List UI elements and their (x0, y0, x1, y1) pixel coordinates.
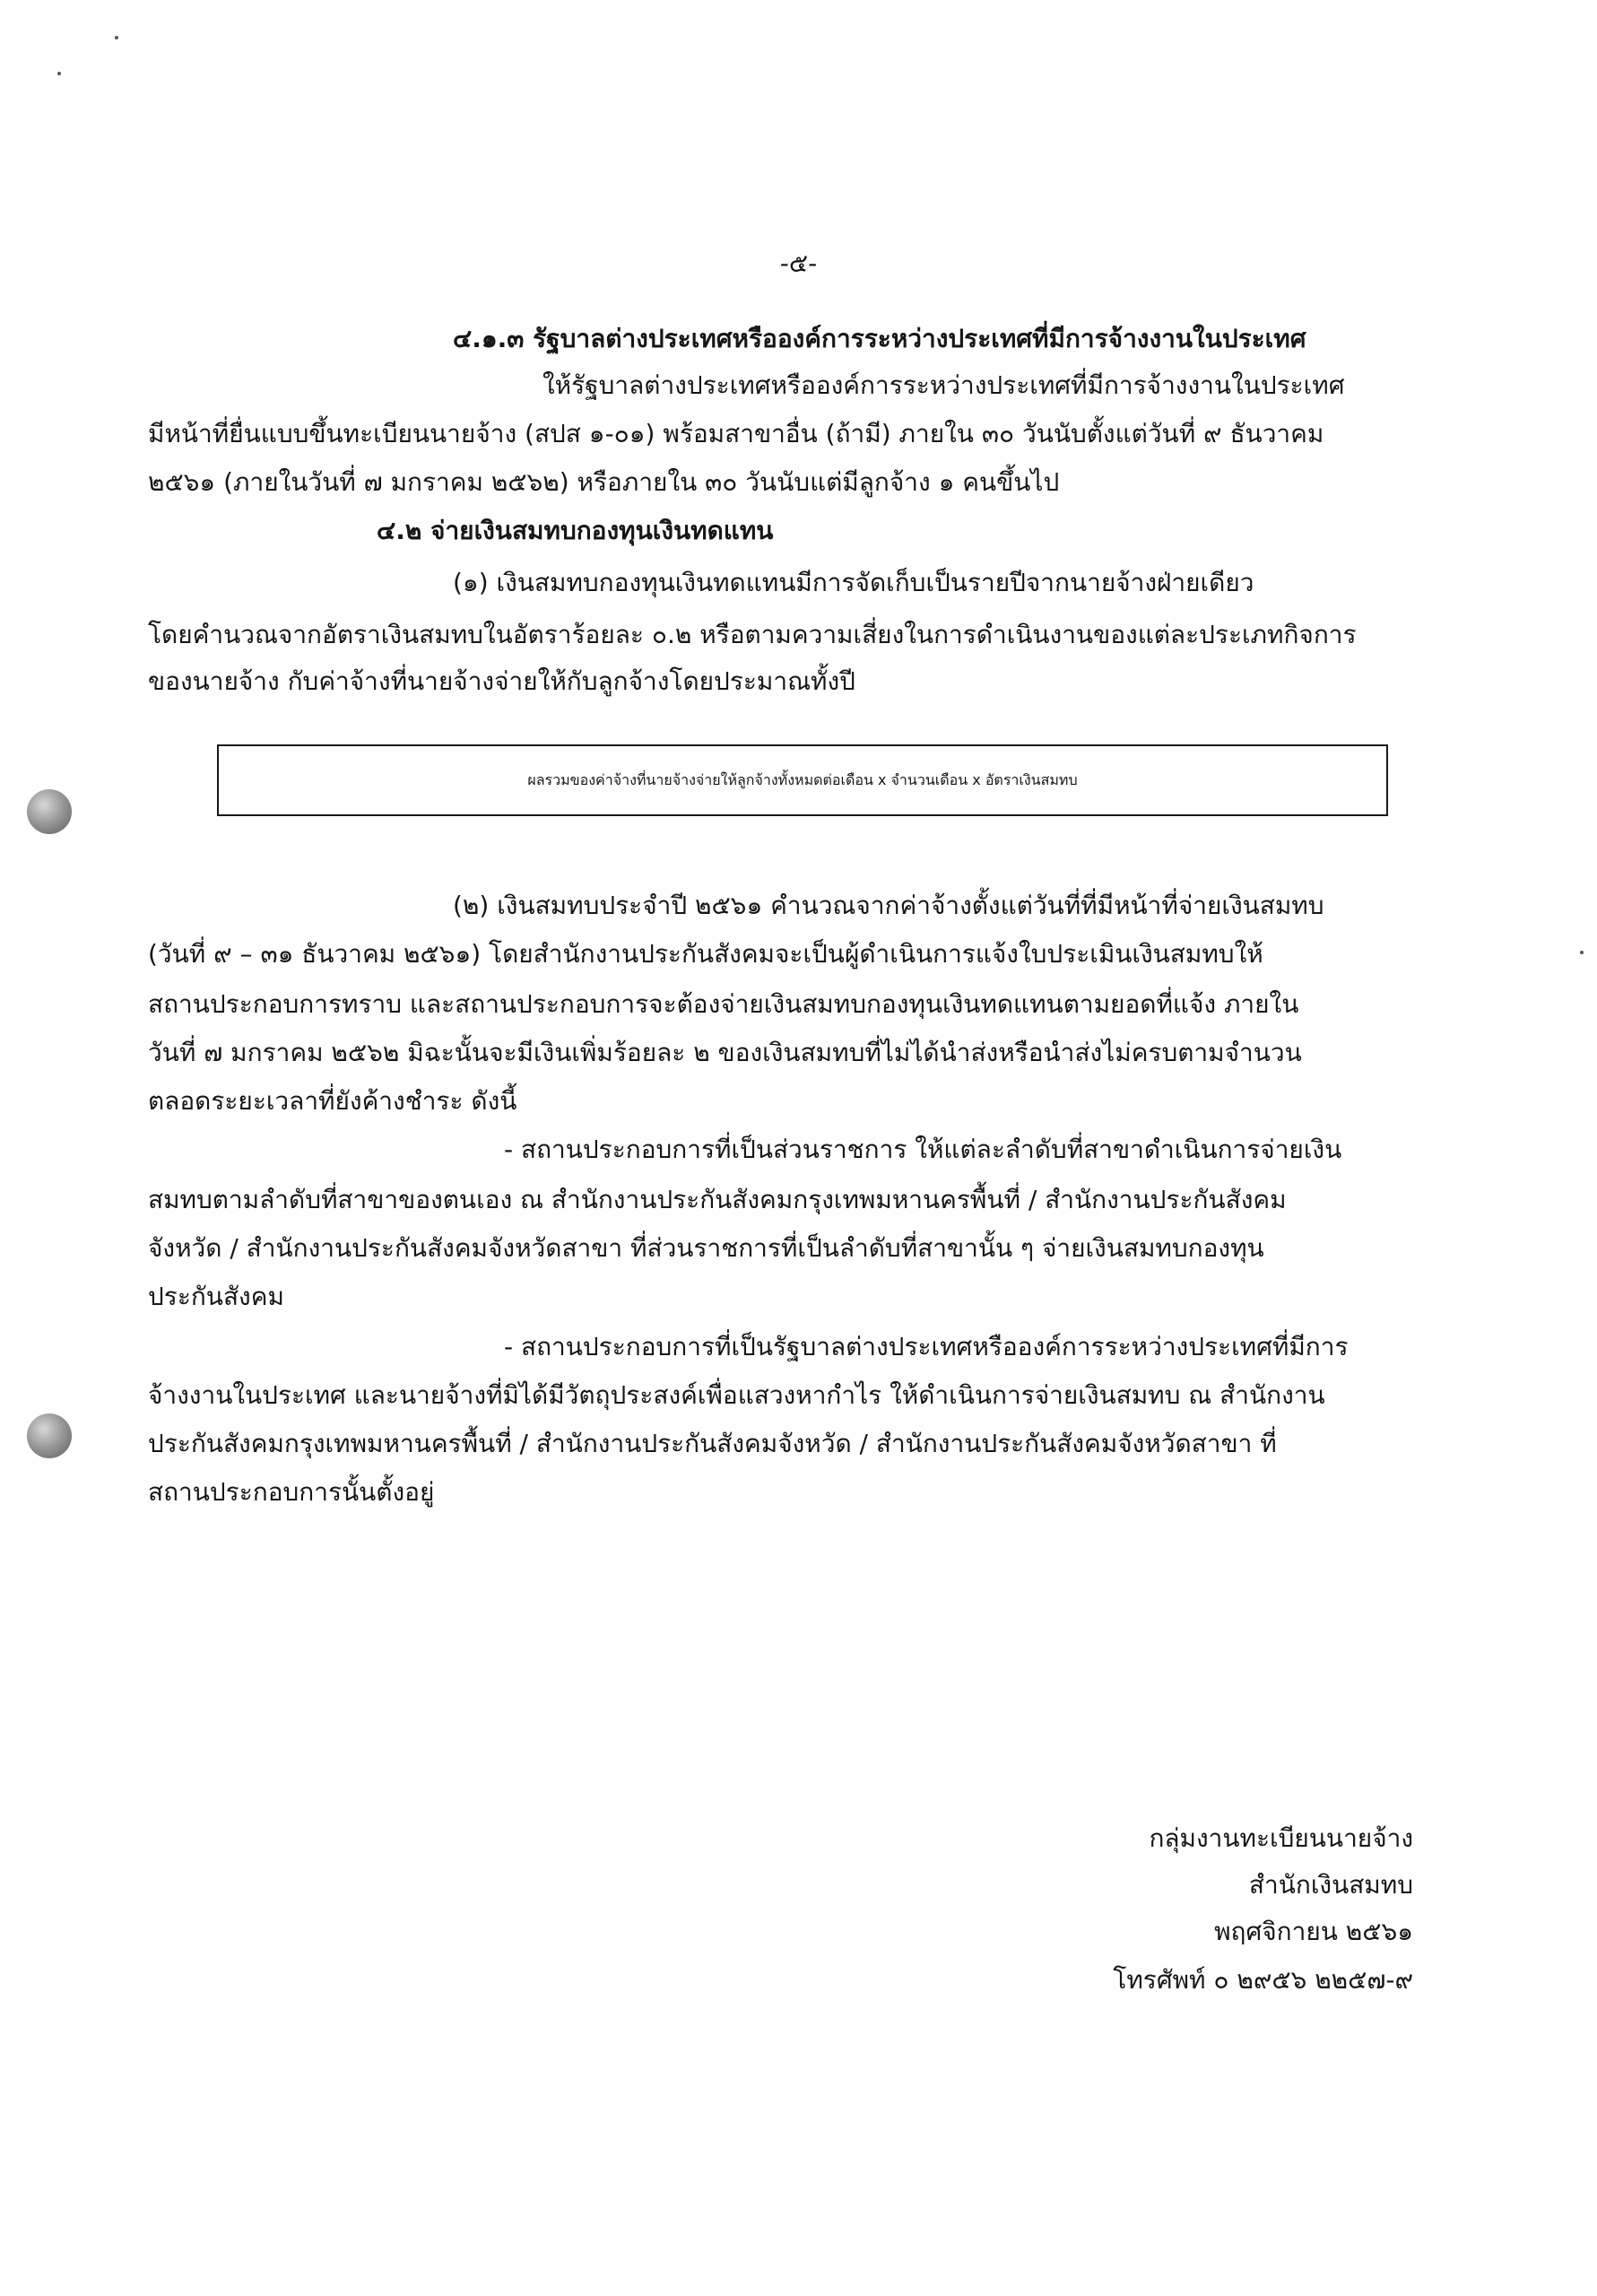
bullet-2-line: จ้างงานในประเทศ และนายจ้างที่มิได้มีวัตถุประสงค์เพื่อแสวงหากำไร ให้ดำเนินการจ่ายเงินสมทบ ณ สำนักงาน (148, 1380, 1325, 1410)
punch-hole (27, 789, 72, 834)
section-4-1-3-line: ๒๕๖๑ (ภายในวันที่ ๗ มกราคม ๒๕๖๒) หรือภายใน ๓๐ วันนับแต่มีลูกจ้าง ๑ คนขึ้นไป (148, 467, 1060, 497)
bullet-1-line: สมทบตามลำดับที่สาขาของตนเอง ณ สำนักงานประกันสังคมกรุงเทพมหานครพื้นที่ / สำนักงานประกันสังคม (148, 1185, 1287, 1214)
item-2-line: ตลอดระยะเวลาที่ยังค้างชำระ ดังนี้ (148, 1086, 517, 1116)
section-4-1-3-line: มีหน้าที่ยื่นแบบขึ้นทะเบียนนายจ้าง (สปส ๑-๐๑) พร้อมสาขาอื่น (ถ้ามี) ภายใน ๓๐ วันนับตั้งแต่วันที่ ๙ ธันวาคม (148, 419, 1324, 448)
section-4-1-3-heading: ๔.๑.๓ รัฐบาลต่างประเทศหรือองค์การระหว่างประเทศที่มีการจ้างงานในประเทศ (453, 324, 1306, 353)
bullet-1-line: ประกันสังคม (148, 1282, 284, 1311)
formula-box (217, 744, 1388, 816)
bullet-2-line: - สถานประกอบการที่เป็นรัฐบาลต่างประเทศหรือองค์การระหว่างประเทศที่มีการ (504, 1332, 1349, 1361)
bullet-1-line: - สถานประกอบการที่เป็นส่วนราชการ ให้แต่ละลำดับที่สาขาดำเนินการจ่ายเงิน (504, 1135, 1342, 1164)
bullet-1-line: จังหวัด / สำนักงานประกันสังคมจังหวัดสาขา ที่ส่วนราชการที่เป็นลำดับที่สาขานั้น ๆ จ่ายเงินสมทบกองทุน (148, 1233, 1264, 1263)
bullet-2-line: สถานประกอบการนั้นตั้งอยู่ (148, 1477, 435, 1507)
scan-speck (57, 72, 61, 75)
section-4-2-heading: ๔.๒ จ่ายเงินสมทบกองทุนเงินทดแทน (377, 516, 774, 545)
signature-phone: โทรศัพท์ ๐ ๒๙๕๖ ๒๒๕๗-๙ (1113, 1965, 1413, 1995)
scan-speck (1580, 951, 1584, 954)
bullet-2-line: ประกันสังคมกรุงเทพมหานครพื้นที่ / สำนักงานประกันสังคมจังหวัด / สำนักงานประกันสังคมจังหวัดสาขา ที่ (148, 1429, 1277, 1458)
item-1-line: (๑) เงินสมทบกองทุนเงินทดแทนมีการจัดเก็บเป็นรายปีจากนายจ้างฝ่ายเดียว (453, 568, 1254, 597)
signature-date: พฤศจิกายน ๒๕๖๑ (1214, 1917, 1413, 1946)
signature-office: สำนักเงินสมทบ (1248, 1870, 1413, 1900)
formula-text: ผลรวมของค่าจ้างที่นายจ้างจ่ายให้ลูกจ้างทั้งหมดต่อเดือน x จำนวนเดือน x อัตราเงินสมทบ (527, 771, 1078, 788)
page-number: -๕- (779, 248, 818, 278)
item-2-line: วันที่ ๗ มกราคม ๒๕๖๒ มิฉะนั้นจะมีเงินเพิ่มร้อยละ ๒ ของเงินสมทบที่ไม่ได้นำส่งหรือนำส่งไม่ครบตามจำนวน (148, 1038, 1302, 1067)
item-1-line: โดยคำนวณจากอัตราเงินสมทบในอัตราร้อยละ ๐.๒ หรือตามความเสี่ยงในการดำเนินงานของแต่ละประเภทกิจการ (148, 620, 1357, 649)
item-1-line: ของนายจ้าง กับค่าจ้างที่นายจ้างจ่ายให้กับลูกจ้างโดยประมาณทั้งปี (148, 666, 855, 696)
punch-hole (27, 1413, 72, 1458)
section-4-1-3-line: ให้รัฐบาลต่างประเทศหรือองค์การระหว่างประเทศที่มีการจ้างงานในประเทศ (542, 370, 1345, 400)
item-2-line: สถานประกอบการทราบ และสถานประกอบการจะต้องจ่ายเงินสมทบกองทุนเงินทดแทนตามยอดที่แจ้ง ภายใน (148, 989, 1299, 1019)
item-2-line: (๒) เงินสมทบประจำปี ๒๕๖๑ คำนวณจากค่าจ้างตั้งแต่วันที่ที่มีหน้าที่จ่ายเงินสมทบ (453, 891, 1324, 920)
scan-speck (115, 36, 118, 39)
signature-department: กลุ่มงานทะเบียนนายจ้าง (1149, 1823, 1413, 1853)
item-2-line: (วันที่ ๙ – ๓๑ ธันวาคม ๒๕๖๑) โดยสำนักงานประกันสังคมจะเป็นผู้ดำเนินการแจ้งใบประเมินเงินสมทบให้ (148, 939, 1263, 969)
